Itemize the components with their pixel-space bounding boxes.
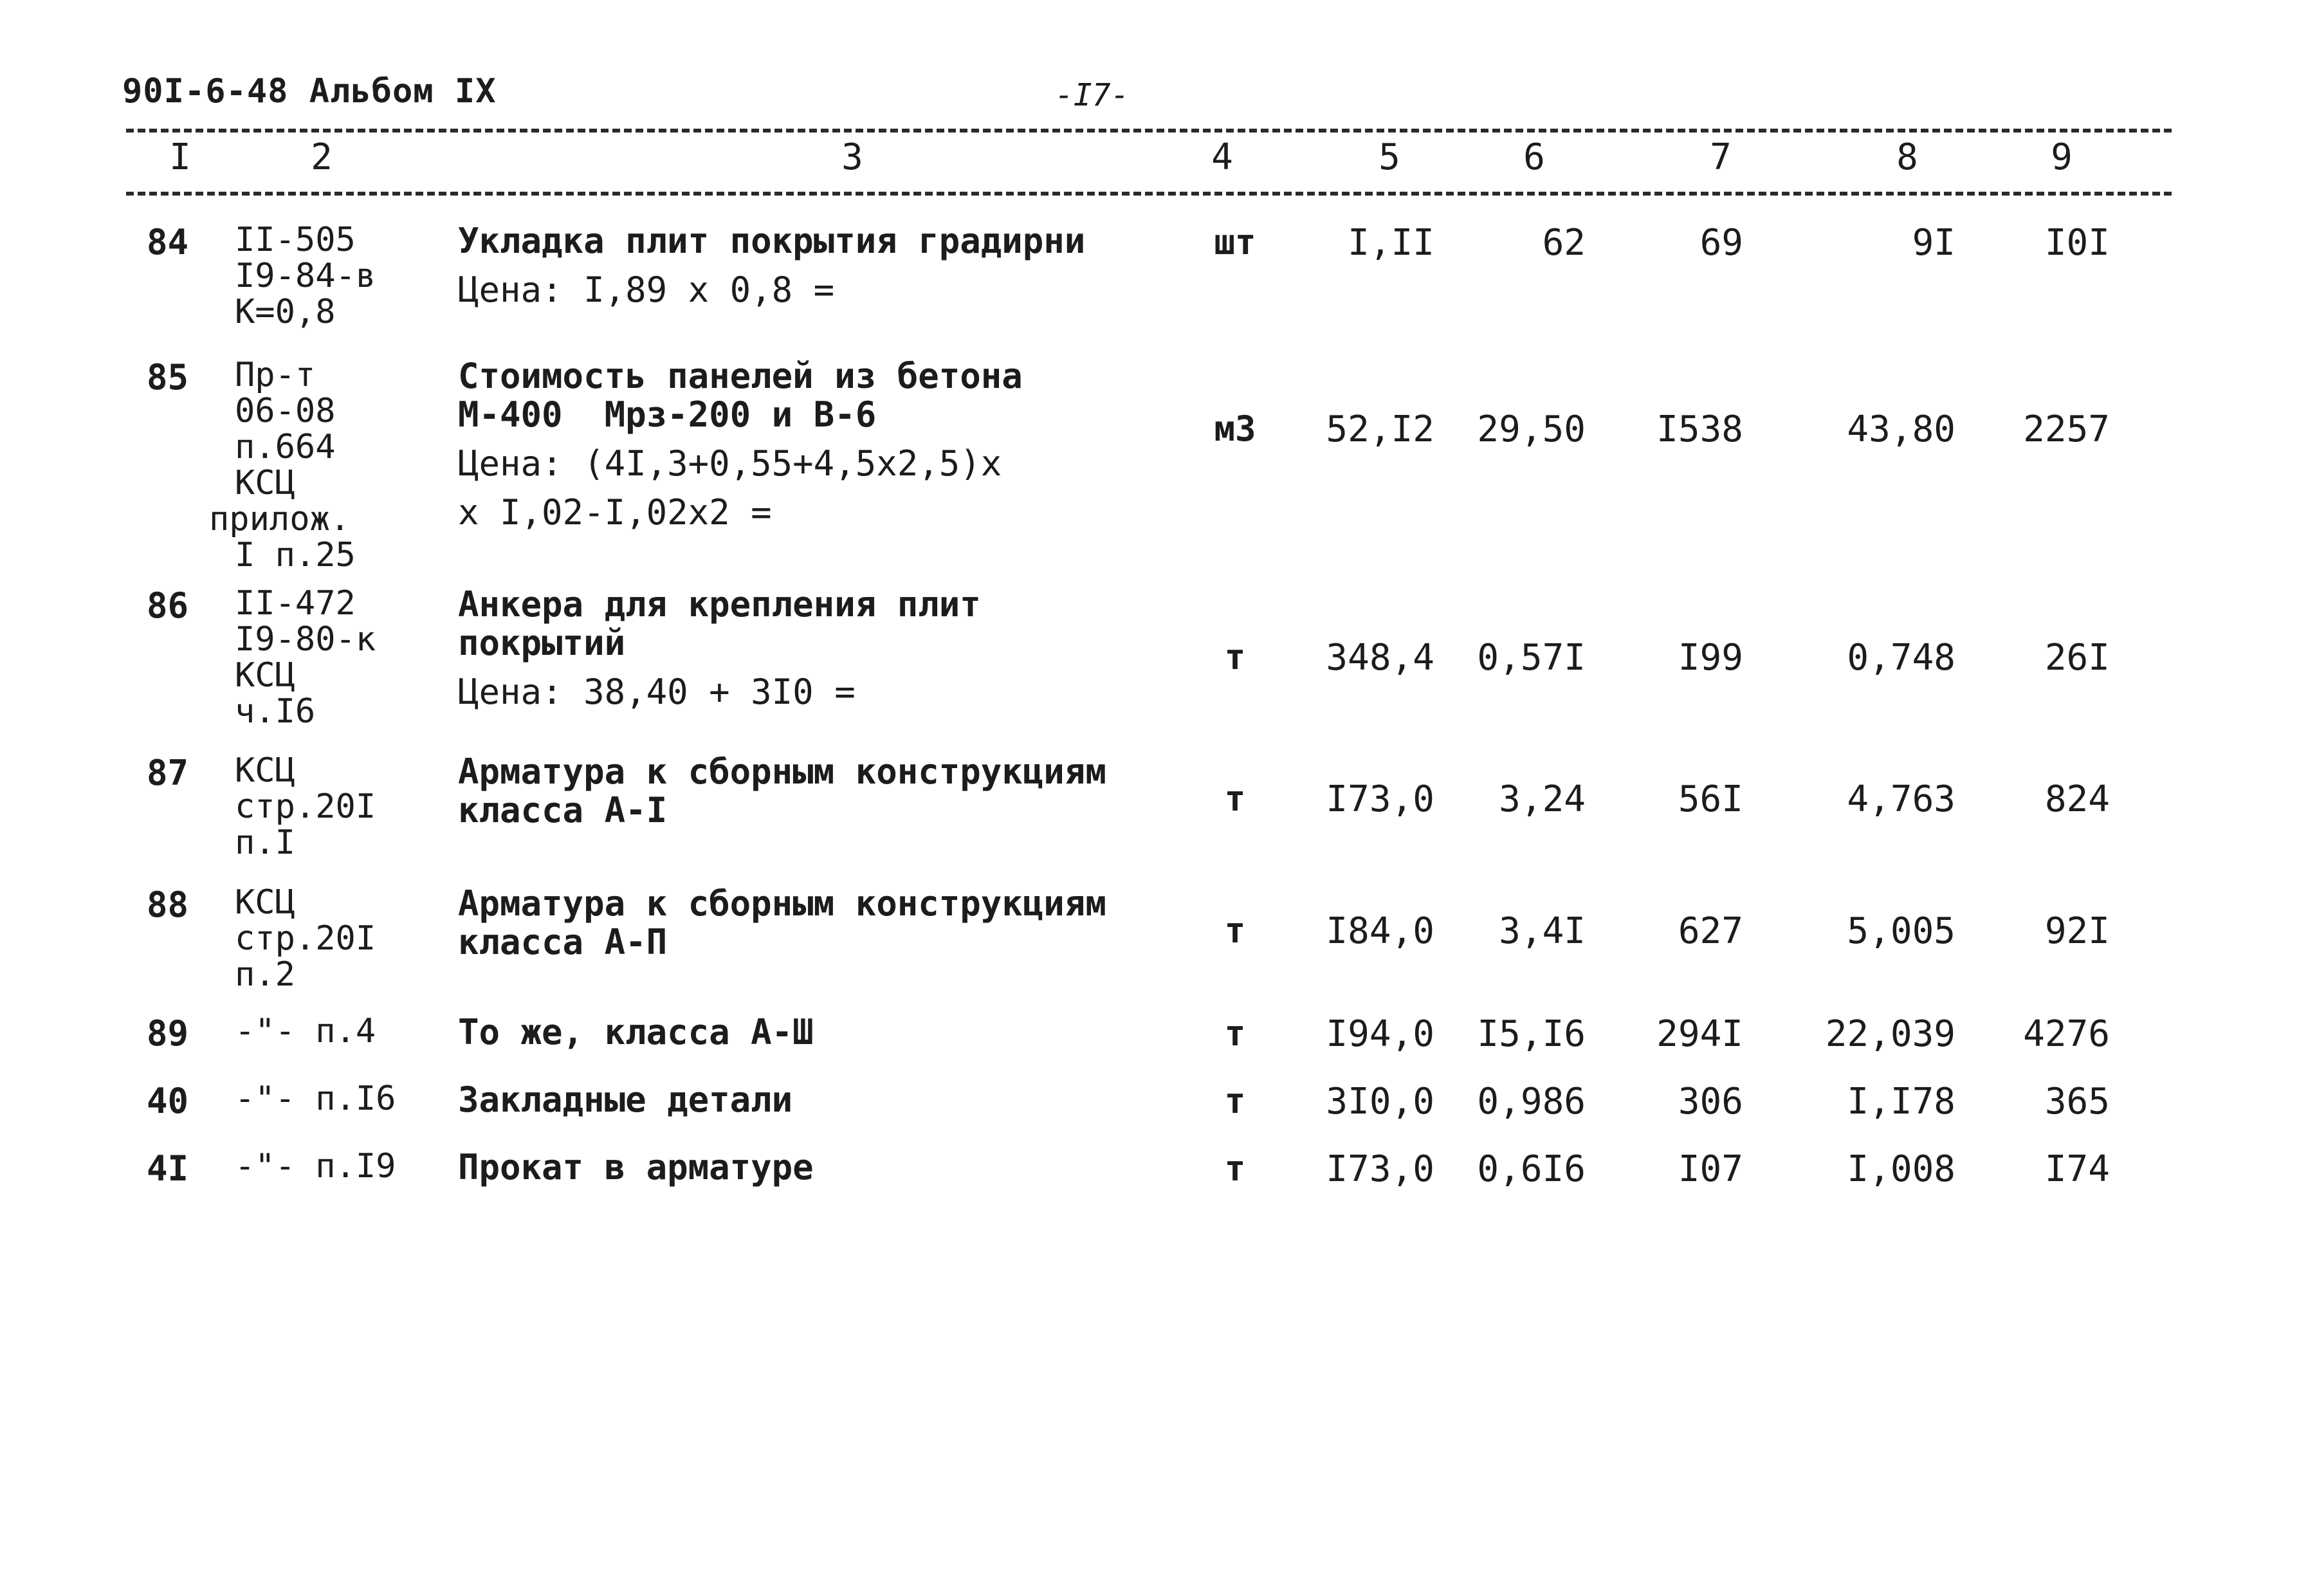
column-number-2: 2 (311, 136, 333, 178)
normative-code-line: Пр-т (235, 356, 316, 394)
cost-value: I99 (1678, 637, 1743, 679)
normative-code-line: К=0,8 (235, 293, 336, 331)
quantity-value: I,II (1348, 222, 1434, 264)
work-description (458, 1013, 814, 1052)
total-quantity-value: 4,763 (1847, 778, 1955, 820)
work-description-line: класса А-П (458, 922, 668, 962)
cost-value: 69 (1699, 222, 1743, 264)
normative-code (235, 753, 376, 861)
work-description-line: Закладные детали (458, 1079, 793, 1120)
normative-code-line: КСЦ (235, 751, 295, 790)
price-formula-line: Цена: (4I,3+0,55+4,5х2,5)х (458, 443, 1002, 484)
total-cost-value: 824 (2044, 778, 2110, 820)
work-description (458, 585, 981, 711)
total-cost-value: I0I (2044, 222, 2110, 264)
row-number: 84 (147, 222, 189, 262)
quantity-value: I73,0 (1326, 778, 1434, 820)
column-number-8: 8 (1896, 136, 1918, 178)
row-number: 40 (147, 1081, 189, 1121)
normative-code-line: -"- п.I6 (235, 1079, 396, 1118)
cost-value: 306 (1678, 1081, 1743, 1123)
row-number: 85 (147, 357, 189, 398)
row-number: 4I (147, 1148, 189, 1189)
work-description-line: Арматура к сборным конструкциям (458, 883, 1106, 924)
unit-price-value: 3,4I (1499, 910, 1586, 952)
normative-code (235, 1081, 396, 1117)
unit-of-measure: т (1224, 1081, 1246, 1121)
row-number: 87 (147, 753, 189, 793)
work-description-line: Арматура к сборным конструкциям (458, 751, 1106, 792)
normative-code-line: стр.20I (235, 919, 376, 958)
work-description-line: Анкера для крепления плит (458, 584, 981, 625)
column-number-4: 4 (1211, 136, 1233, 178)
total-quantity-value: I,008 (1847, 1148, 1955, 1190)
cost-value: 627 (1678, 910, 1743, 952)
normative-code-line: I9-80-к (235, 620, 376, 659)
unit-price-value: 3,24 (1499, 778, 1586, 820)
normative-code-line: ч.I6 (235, 692, 316, 731)
normative-code (235, 1013, 376, 1049)
normative-code-line: 06-08 (235, 392, 336, 430)
unit-of-measure: шт (1214, 222, 1256, 262)
unit-price-value: I5,I6 (1477, 1013, 1586, 1055)
work-description-line: М-400 Мрз-200 и В-6 (458, 394, 877, 435)
total-cost-value: I74 (2044, 1148, 2110, 1190)
quantity-value: I94,0 (1326, 1013, 1434, 1055)
work-description (458, 885, 1106, 962)
total-quantity-value: I,I78 (1847, 1081, 1955, 1123)
column-number-9: 9 (2051, 136, 2073, 178)
work-description (458, 357, 1023, 532)
total-cost-value: 365 (2044, 1081, 2110, 1123)
work-description-line: Стоимость панелей из бетона (458, 356, 1023, 396)
document-code: 90I-6-48 Альбом IX (122, 72, 497, 111)
normative-code (235, 222, 376, 330)
total-quantity-value: 22,039 (1825, 1013, 1955, 1055)
unit-price-value: 0,986 (1477, 1081, 1586, 1123)
total-quantity-value: 43,80 (1847, 408, 1955, 450)
quantity-value: I73,0 (1326, 1148, 1434, 1190)
unit-of-measure: т (1224, 1013, 1246, 1054)
quantity-value: I84,0 (1326, 910, 1434, 952)
normative-code-line: стр.20I (235, 787, 376, 826)
unit-price-value: 0,6I6 (1477, 1148, 1586, 1190)
total-cost-value: 2257 (2023, 408, 2110, 450)
normative-code (209, 356, 356, 574)
quantity-value: 3I0,0 (1326, 1081, 1434, 1123)
work-description (458, 1148, 814, 1187)
column-number-6: 6 (1523, 136, 1545, 178)
normative-code-line: прилож. (209, 500, 351, 538)
cost-value: 56I (1678, 778, 1743, 820)
normative-code-line: КСЦ (235, 464, 295, 502)
total-cost-value: 26I (2044, 637, 2110, 679)
price-formula-line: Цена: I,89 х 0,8 = (458, 270, 835, 310)
unit-of-measure: м3 (1214, 408, 1256, 449)
quantity-value: 52,I2 (1326, 408, 1434, 450)
total-quantity-value: 9I (1912, 222, 1955, 264)
total-quantity-value: 0,748 (1847, 637, 1955, 679)
work-description-line: покрытий (458, 623, 626, 663)
normative-code (235, 885, 376, 993)
work-description (458, 753, 1106, 830)
unit-price-value: 29,50 (1477, 408, 1586, 450)
work-description-line: Прокат в арматуре (458, 1147, 814, 1188)
normative-code-line: КСЦ (235, 656, 295, 695)
normative-code-line: -"- п.4 (235, 1012, 376, 1050)
normative-code-line: п.I (235, 823, 295, 862)
cost-value: I07 (1678, 1148, 1743, 1190)
total-cost-value: 4276 (2023, 1013, 2110, 1055)
column-number-5: 5 (1378, 136, 1400, 178)
unit-of-measure: т (1224, 778, 1246, 819)
normative-code-line: КСЦ (235, 883, 295, 922)
work-description-line: То же, класса А-Ш (458, 1012, 814, 1052)
normative-code (235, 585, 376, 729)
total-cost-value: 92I (2044, 910, 2110, 952)
normative-code-line: II-472 (235, 584, 356, 623)
unit-price-value: 0,57I (1477, 637, 1586, 679)
normative-code-line: п.664 (235, 428, 336, 466)
page-number: -I7- (1055, 77, 1130, 113)
work-description (458, 222, 1085, 309)
cost-value: 294I (1656, 1013, 1743, 1055)
work-description-line: Укладка плит покрытия градирни (458, 221, 1086, 261)
normative-code-line: I п.25 (235, 536, 356, 574)
header-rule-top (126, 129, 2172, 133)
row-number: 88 (147, 885, 189, 925)
price-formula-line: Цена: 38,40 + 3I0 = (458, 672, 856, 712)
cost-value: I538 (1656, 408, 1743, 450)
work-description (458, 1081, 792, 1119)
normative-code-line: I9-84-в (235, 257, 376, 295)
column-number-7: 7 (1710, 136, 1732, 178)
normative-code (235, 1148, 396, 1184)
unit-of-measure: т (1224, 910, 1246, 951)
normative-code-line: II-505 (235, 221, 356, 259)
header-rule-bottom (126, 192, 2172, 196)
unit-of-measure: т (1224, 1148, 1246, 1189)
total-quantity-value: 5,005 (1847, 910, 1955, 952)
price-formula-line: х I,02-I,02х2 = (458, 492, 772, 533)
normative-code-line: п.2 (235, 955, 295, 994)
column-number-1: I (169, 136, 191, 178)
column-number-3: 3 (841, 136, 863, 178)
quantity-value: 348,4 (1326, 637, 1434, 679)
unit-of-measure: т (1224, 637, 1246, 677)
row-number: 89 (147, 1013, 189, 1054)
normative-code-line: -"- п.I9 (235, 1147, 396, 1186)
row-number: 86 (147, 585, 189, 626)
work-description-line: класса А-I (458, 790, 668, 830)
unit-price-value: 62 (1542, 222, 1586, 264)
